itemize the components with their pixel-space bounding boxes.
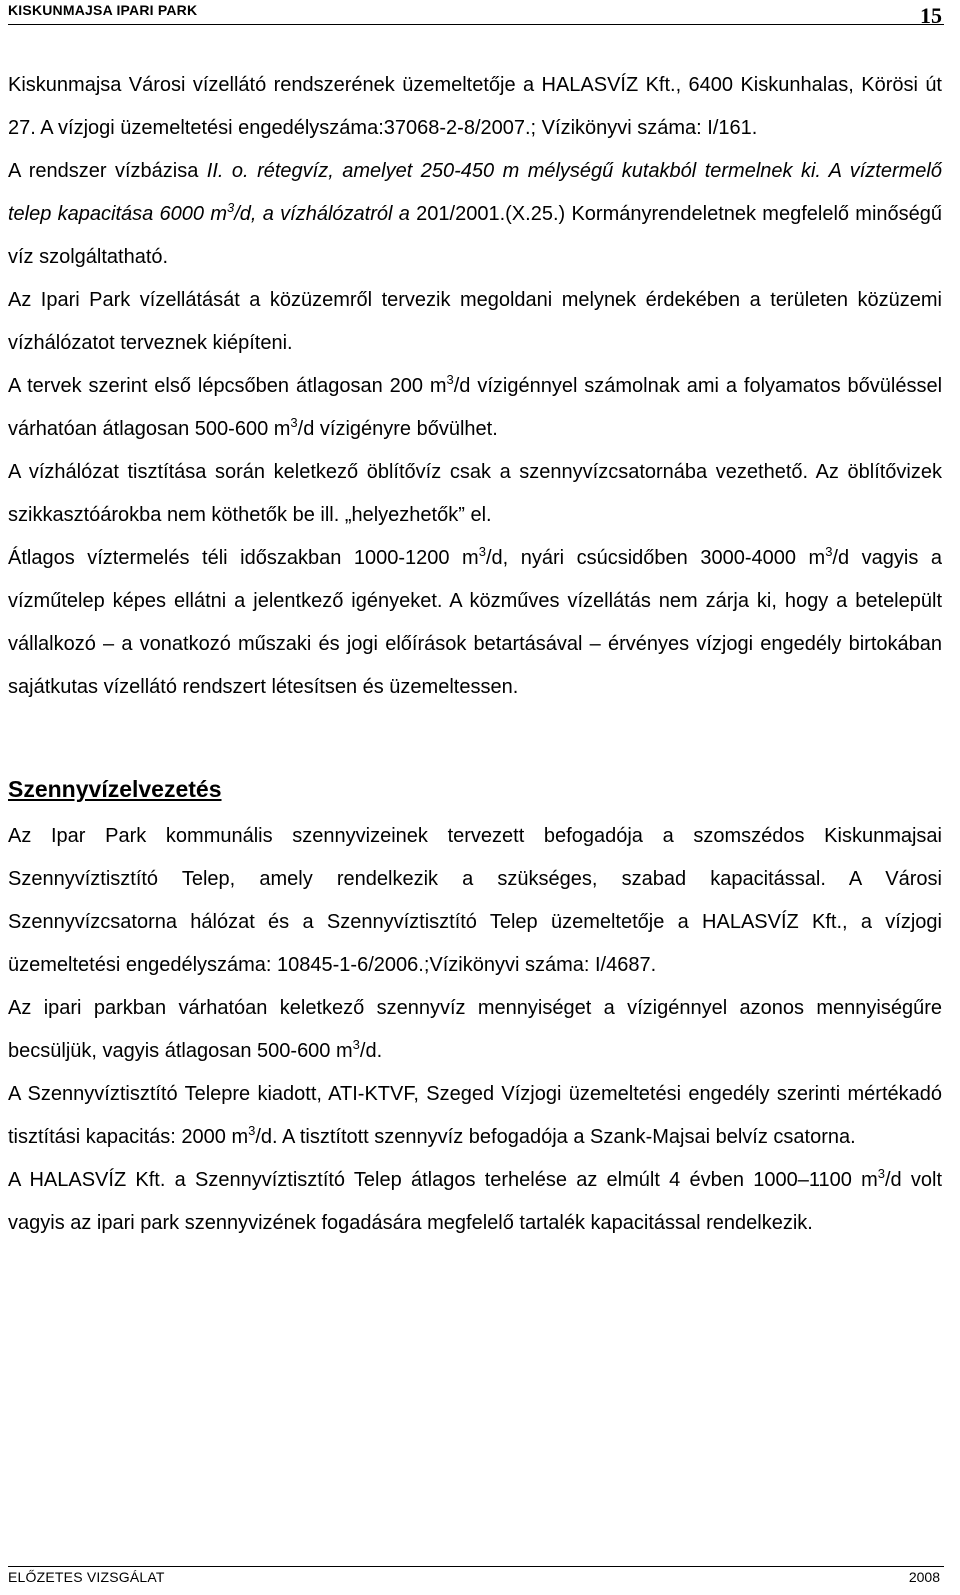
text-segment: A HALASVÍZ Kft. a Szennyvíztisztító Telep átlagos terhelése az elmúlt 4 évben 1000–1100 m (8, 1169, 878, 1191)
text-segment: /d. A tisztított szennyvíz befogadója a Szank-Majsai belvíz csatorna. (255, 1126, 856, 1148)
superscript: 3 (877, 1166, 885, 1181)
paragraph (8, 987, 942, 1073)
text-segment: A Szennyvíztisztító Telepre kiadott, ATI-KTVF, Szeged Vízjogi üzemeltetési engedély szerinti mértékadó tisztítási kapacitás: 2000 m (8, 1083, 942, 1148)
text-segment: /d vagyis a vízműtelep képes ellátni a jelentkező igényeket. A közműves vízellátás nem zárja ki, hogy a betelepült vállalkozó – a vonatkozó műszaki és jogi előírások betartásával – érvényes vízjogi engedély birtokában sajátkutas vízellátó rendszert létesítsen és üzemeltessen. (8, 547, 942, 698)
text-segment: /d, a vízhálózatról a (234, 203, 417, 225)
text-segment: Kiskunmajsa Városi vízellátó rendszerének üzemeltetője a HALASVÍZ Kft., 6400 Kiskunhalas, Körösi út 27. A vízjogi üzemeltetési engedélyszáma:37068-2-8/2007.; Vízikönyvi száma: I/161. (8, 74, 942, 139)
superscript: 3 (227, 200, 235, 215)
paragraph (8, 451, 942, 537)
text-segment: /d volt vagyis az ipari park szennyvizének fogadására megfelelő tartalék kapacitással rendelkezik. (8, 1169, 943, 1234)
superscript: 3 (248, 1123, 256, 1138)
paragraph (8, 537, 942, 709)
page-number: 15 (920, 3, 942, 28)
paragraph (8, 815, 942, 987)
superscript: 3 (352, 1037, 360, 1052)
page-footer (8, 1566, 944, 1595)
text-segment: Az ipari parkban várhatóan keletkező szennyvíz mennyiséget a vízigénnyel azonos mennyiségűre becsüljük, vagyis átlagosan 500-600 m (8, 997, 942, 1062)
paragraph (8, 1159, 942, 1245)
text-segment: Az Ipar Park kommunális szennyvizeinek tervezett befogadója a szomszédos Kiskunmajsai Szennyvíztisztító Telep, amely rendelkezik a szükséges, szabad kapacitással. A Városi Szennyvízcsatorna hálózat és a Szennyvíztisztító Telep üzemeltetője a HALASVÍZ Kft., a vízjogi üzemeltetési engedélyszáma: 10845-1-6/2006.;Vízikönyvi száma: I/4687. (8, 825, 942, 976)
text-segment: A vízhálózat tisztítása során keletkező öblítővíz csak a szennyvízcsatornába vezethető. Az öblítővizek szikkasztóárokba nem köthetők be ill. „helyezhetők” el. (8, 461, 942, 526)
text-segment: 201/2001.(X.25.) Kormányrendeletnek megfelelő minőségű víz szolgáltatható. (8, 203, 943, 268)
text-segment: /d vízigénnyel számolnak ami a folyamatos bővüléssel várhatóan átlagosan 500-600 m (8, 375, 943, 440)
text-segment: A tervek szerint első lépcsőben átlagosan 200 m (8, 375, 447, 397)
paragraph (8, 150, 942, 279)
water-supply-section (8, 64, 942, 709)
page-header (8, 0, 944, 28)
superscript: 3 (478, 544, 486, 559)
superscript: 3 (290, 415, 298, 430)
text-segment: /d. (359, 1040, 383, 1062)
document-body (8, 64, 942, 1245)
text-segment: A rendszer vízbázisa (8, 160, 207, 182)
section-heading: Szennyvízelvezetés (8, 776, 222, 802)
text-segment: Átlagos víztermelés téli időszakban 1000-1200 m (8, 547, 479, 569)
footer-title: ELŐZETES VIZSGÁLAT (8, 1569, 165, 1585)
paragraph (8, 365, 942, 451)
header-title: KISKUNMAJSA IPARI PARK (8, 2, 198, 18)
text-segment: /d, nyári csúcsidőben 3000-4000 m (485, 547, 826, 569)
paragraph (8, 64, 942, 150)
paragraph (8, 1073, 942, 1159)
superscript: 3 (446, 372, 454, 387)
text-segment: /d vízigényre bővülhet. (297, 418, 498, 440)
sewage-section (8, 815, 942, 1245)
text-segment: II. o. rétegvíz, amelyet 250-450 m mélységű kutakból termelnek ki. A víztermelő telep kapacitása 6000 m (8, 160, 942, 225)
text-segment: Az Ipari Park vízellátását a közüzemről tervezik megoldani melynek érdekében a területen közüzemi vízhálózatot terveznek kiépíteni. (8, 289, 942, 354)
footer-year: 2008 (908, 1569, 940, 1585)
paragraph (8, 279, 942, 365)
superscript: 3 (825, 544, 833, 559)
